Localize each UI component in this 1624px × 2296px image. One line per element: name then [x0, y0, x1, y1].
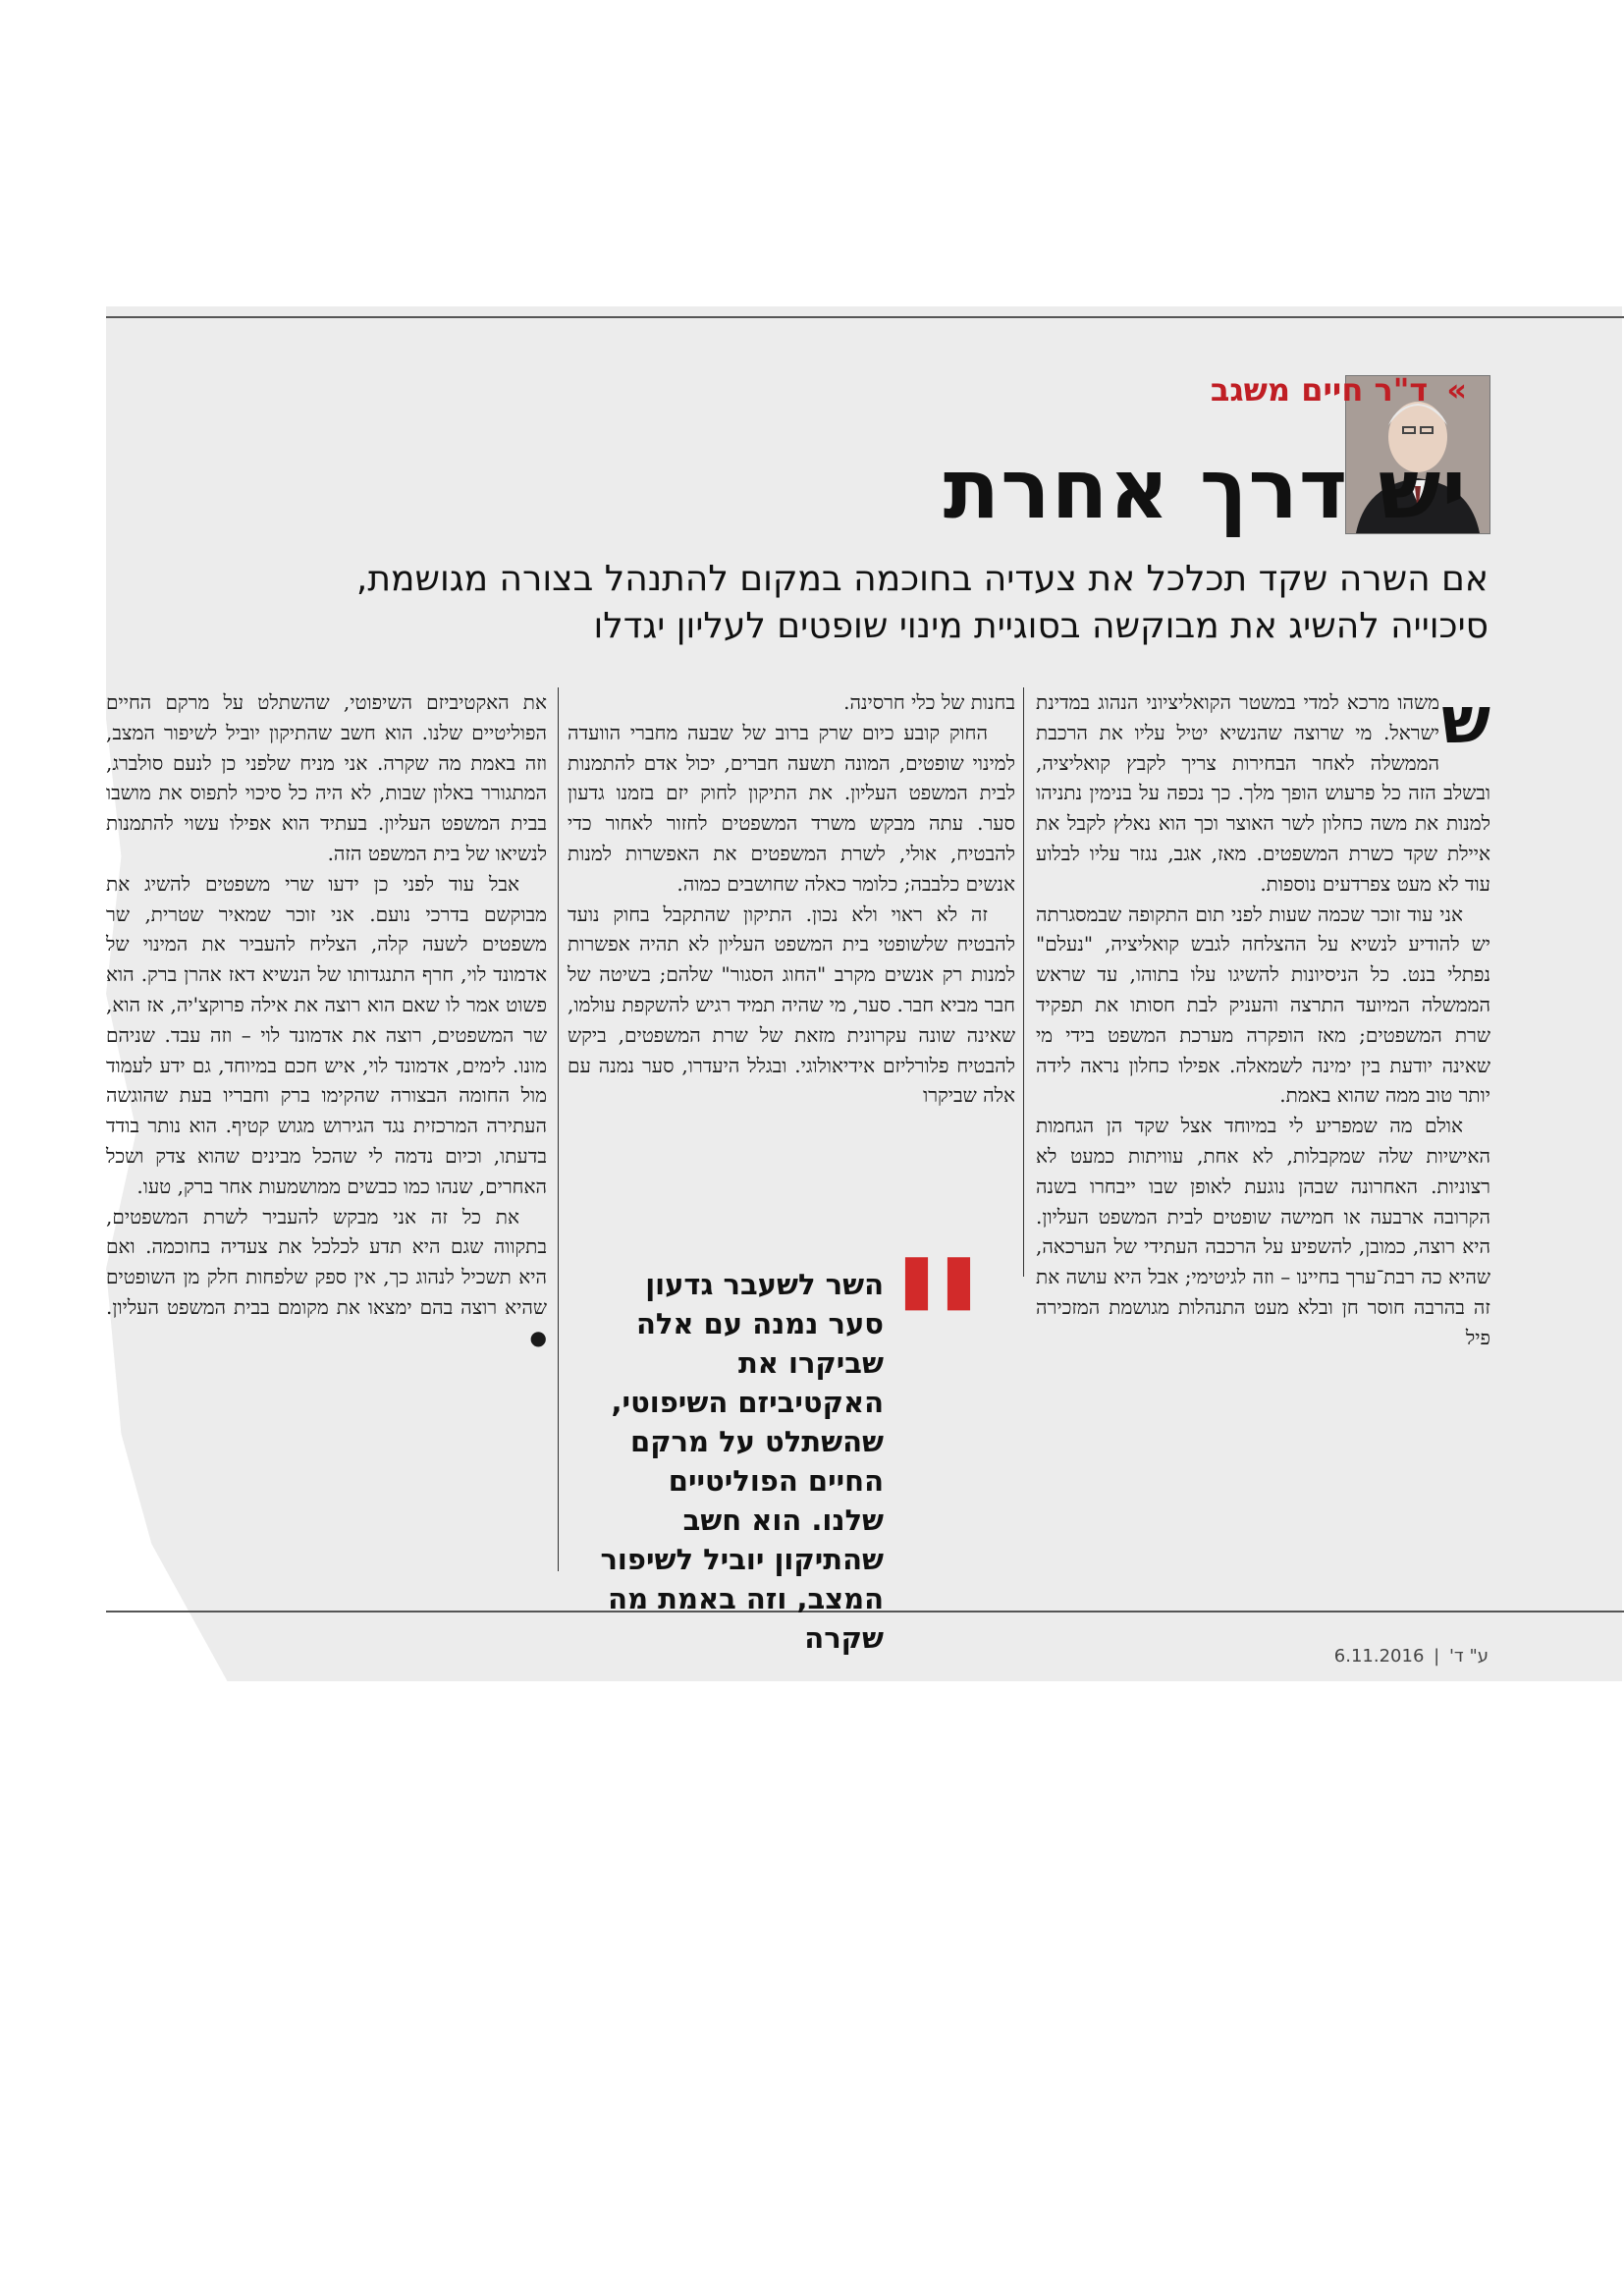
paragraph: אני עוד זוכר שכמה שעות לפני תום התקופה שבמסגרתה יש להודיע לנשיא על ההצלחה לגבש קואליציה, "נעלם" נפתלי בנט. כל הניסיונות להשיגו עלו בתוהו, עד שראש הממשלה המיועד התרצה והעניק לבת חסותו את תפקיד שרת המשפטים; מאז הופקרה מערכת המשפט בידי מי שאינה יודעת בין ימינה לשמאלה. אפילו כחלון נראה לידה יותר טוב ממה שהוא באמת. [1036, 902, 1490, 1108]
paragraph: החוק קובע כיום שרק ברוב של שבעה מחברי הוועדה למינוי שופטים, המונה תשעה חברים, יכול אדם להתמנות לבית המשפט העליון. את התיקון לחוק יזם בזמנו גדעון סער. עתה מבקש משרד המשפטים לחזור לאחור כדי להבטיח, אולי, לשרת המשפטים את האפשרות למנות אנשים כלבבה; כלומר כאלה שחושבים כמוה. [568, 720, 1016, 896]
article-column-1 [1036, 683, 1490, 1353]
issue-date: 6.11.2016 [1333, 1646, 1425, 1667]
top-rule [106, 316, 1624, 318]
column-divider [558, 687, 559, 1571]
drop-cap: ש [1440, 683, 1490, 758]
quote-mark-icon: " [886, 1219, 990, 1448]
chevron-icon: » [1446, 371, 1467, 409]
paragraph: אבל עוד לפני כן ידעו שרי משפטים להשיג את מבוקשם בדרכי נועם. אני זוכר שמאיר שטרית, שר משפטים לשעה קלה, הצליח להעביר את המינוי של אדמונד לוי, חרף התנגדותו של הנשיא דאז אהרן ברק. הוא פשוט אמר לו שאם הוא רוצה את אילה פרוקצ'יה, אז הוא, שר המשפטים, רוצה את אדמונד לוי – וזה עבד. שניהם מונו. לימים, אדמונד לוי, איש חכם במיוחד, גם ידע לעמוד מול החומה הבצורה שהקימו ברק וחבריו בעת שהוגשה העתירה המרכזית נגד הגירוש מגוש קטיף. הוא נותר בודד בדעתו, וכיום נדמה לי שהכל מבינים שהוא צדק ושכל האחרים, שנהו כמו כבשים ממושמעות אחר ברק, טעו. [106, 871, 547, 1198]
paragraph: אולם מה שמפריע לי במיוחד אצל שקד הן הגחמות האישיות שלה שמקבלות, לא אחת, עוויתות כמעט לא רצוניות. האחרונה שבהן נוגעת לאופן שבו ייבחרו בשנה הקרובה ארבעה או חמישה שופטים לבית המשפט העליון. היא רוצה, כמובן, להשפיע על הרכבה העתידי של הערכאה, שהיא כה רבת־ערך בחיינו – וזה לגיטימי; אבל היא עושה את זה בהרבה חוסר חן ובלא מעט התנהלות מגושמת המזכירה פיל [1036, 1114, 1490, 1349]
article-column-3 [106, 687, 547, 1353]
folio: ד' [1448, 1646, 1464, 1667]
paragraph: בחנות של כלי חרסינה. [843, 690, 1015, 714]
folio-edge-text: ע" [1469, 1646, 1489, 1667]
paragraph: זה לא ראוי ולא נכון. התיקון שהתקבל בחוק נועד להבטיח שלשופטי בית המשפט העליון לא תהיה אפשרות למנות רק אנשים מקרב "החוג הסגור" שלהם; בשיטה של חבר מביא חבר. סער, מי שהיה תמיד רגיש להשקפת עולמו, שאינה שונה עקרונית מזאת של שרת המשפטים, ביקש להבטיח פלורליזם אידיאולוגי. ובגלל היעדרו, סער נמנה עם אלה שביקרו [568, 902, 1015, 1108]
article-subtitle: אם השרה שקד תכלכל את צעדיה בחוכמה במקום להתנהל בצורה מגושמת, סיכוייה להשיג את מבוקשה בסוגיית מינוי שופטים לעליון יגדלו [355, 559, 1489, 646]
page-footer [1333, 1646, 1489, 1667]
footer-separator: | [1434, 1646, 1440, 1667]
paragraph: את האקטיביזם השיפוטי, שהשתלט על מרקם החיים הפוליטיים שלנו. הוא חשב שהתיקון יוביל לשיפור המצב, וזה באמת מה שקרה. אני מניח שלפני כן לנעם סולברג, המתגורר באלון שבות, לא היה כל סיכוי לתפוס את מושבו בבית המשפט העליון. בעתיד הוא אפילו עשוי להתמנות לנשיאו של בית המשפט הזה. [106, 690, 547, 865]
paragraph: משהו מרכא למדי במשטר הקואליציוני הנהוג במדינת ישראל. מי שרוצה שהנשיא יטיל עליו את הרכבת הממשלה לאחר הבחירות צריך לקבץ קואליציה, ובשלב הזה כל פרעוש הופך מלך. כך נכפה על בנימין נתניהו למנות את משה כחלון לשר האוצר וכך הוא נאלץ לקבל את איילת שקד כשרת המשפטים. מאז, אגב, נגזר עליו לבלוע עוד לא מעט צפרדעים נוספות. [1036, 690, 1490, 896]
author-name: ד"ר חיים משגב [1210, 371, 1429, 409]
article-title: יש דרך אחרת [943, 441, 1467, 537]
column-divider [1023, 687, 1024, 1277]
paragraph: את כל זה אני מבקש להעביר לשרת המשפטים, בתקווה שגם היא תדע לכלכל את צעדיה בחוכמה. ואם היא תשכיל לנהוג כך, אין ספק שלפחות חלק מן השופטים שהיא רוצה בהם ימצאו את מקומם בבית המשפט העליון. ● [106, 1204, 547, 1349]
article-column-2 [568, 687, 1015, 1111]
pull-quote: השר לשעבר גדעון סער נמנה עם אלה שביקרו את האקטיביזם השיפוטי, שהשתלט על מרקם החיים הפוליטיים שלנו. הוא חשב שהתיקון יוביל לשיפור המצב, וזה באמת מה שקרה [600, 1268, 884, 1655]
byline [1172, 371, 1467, 409]
